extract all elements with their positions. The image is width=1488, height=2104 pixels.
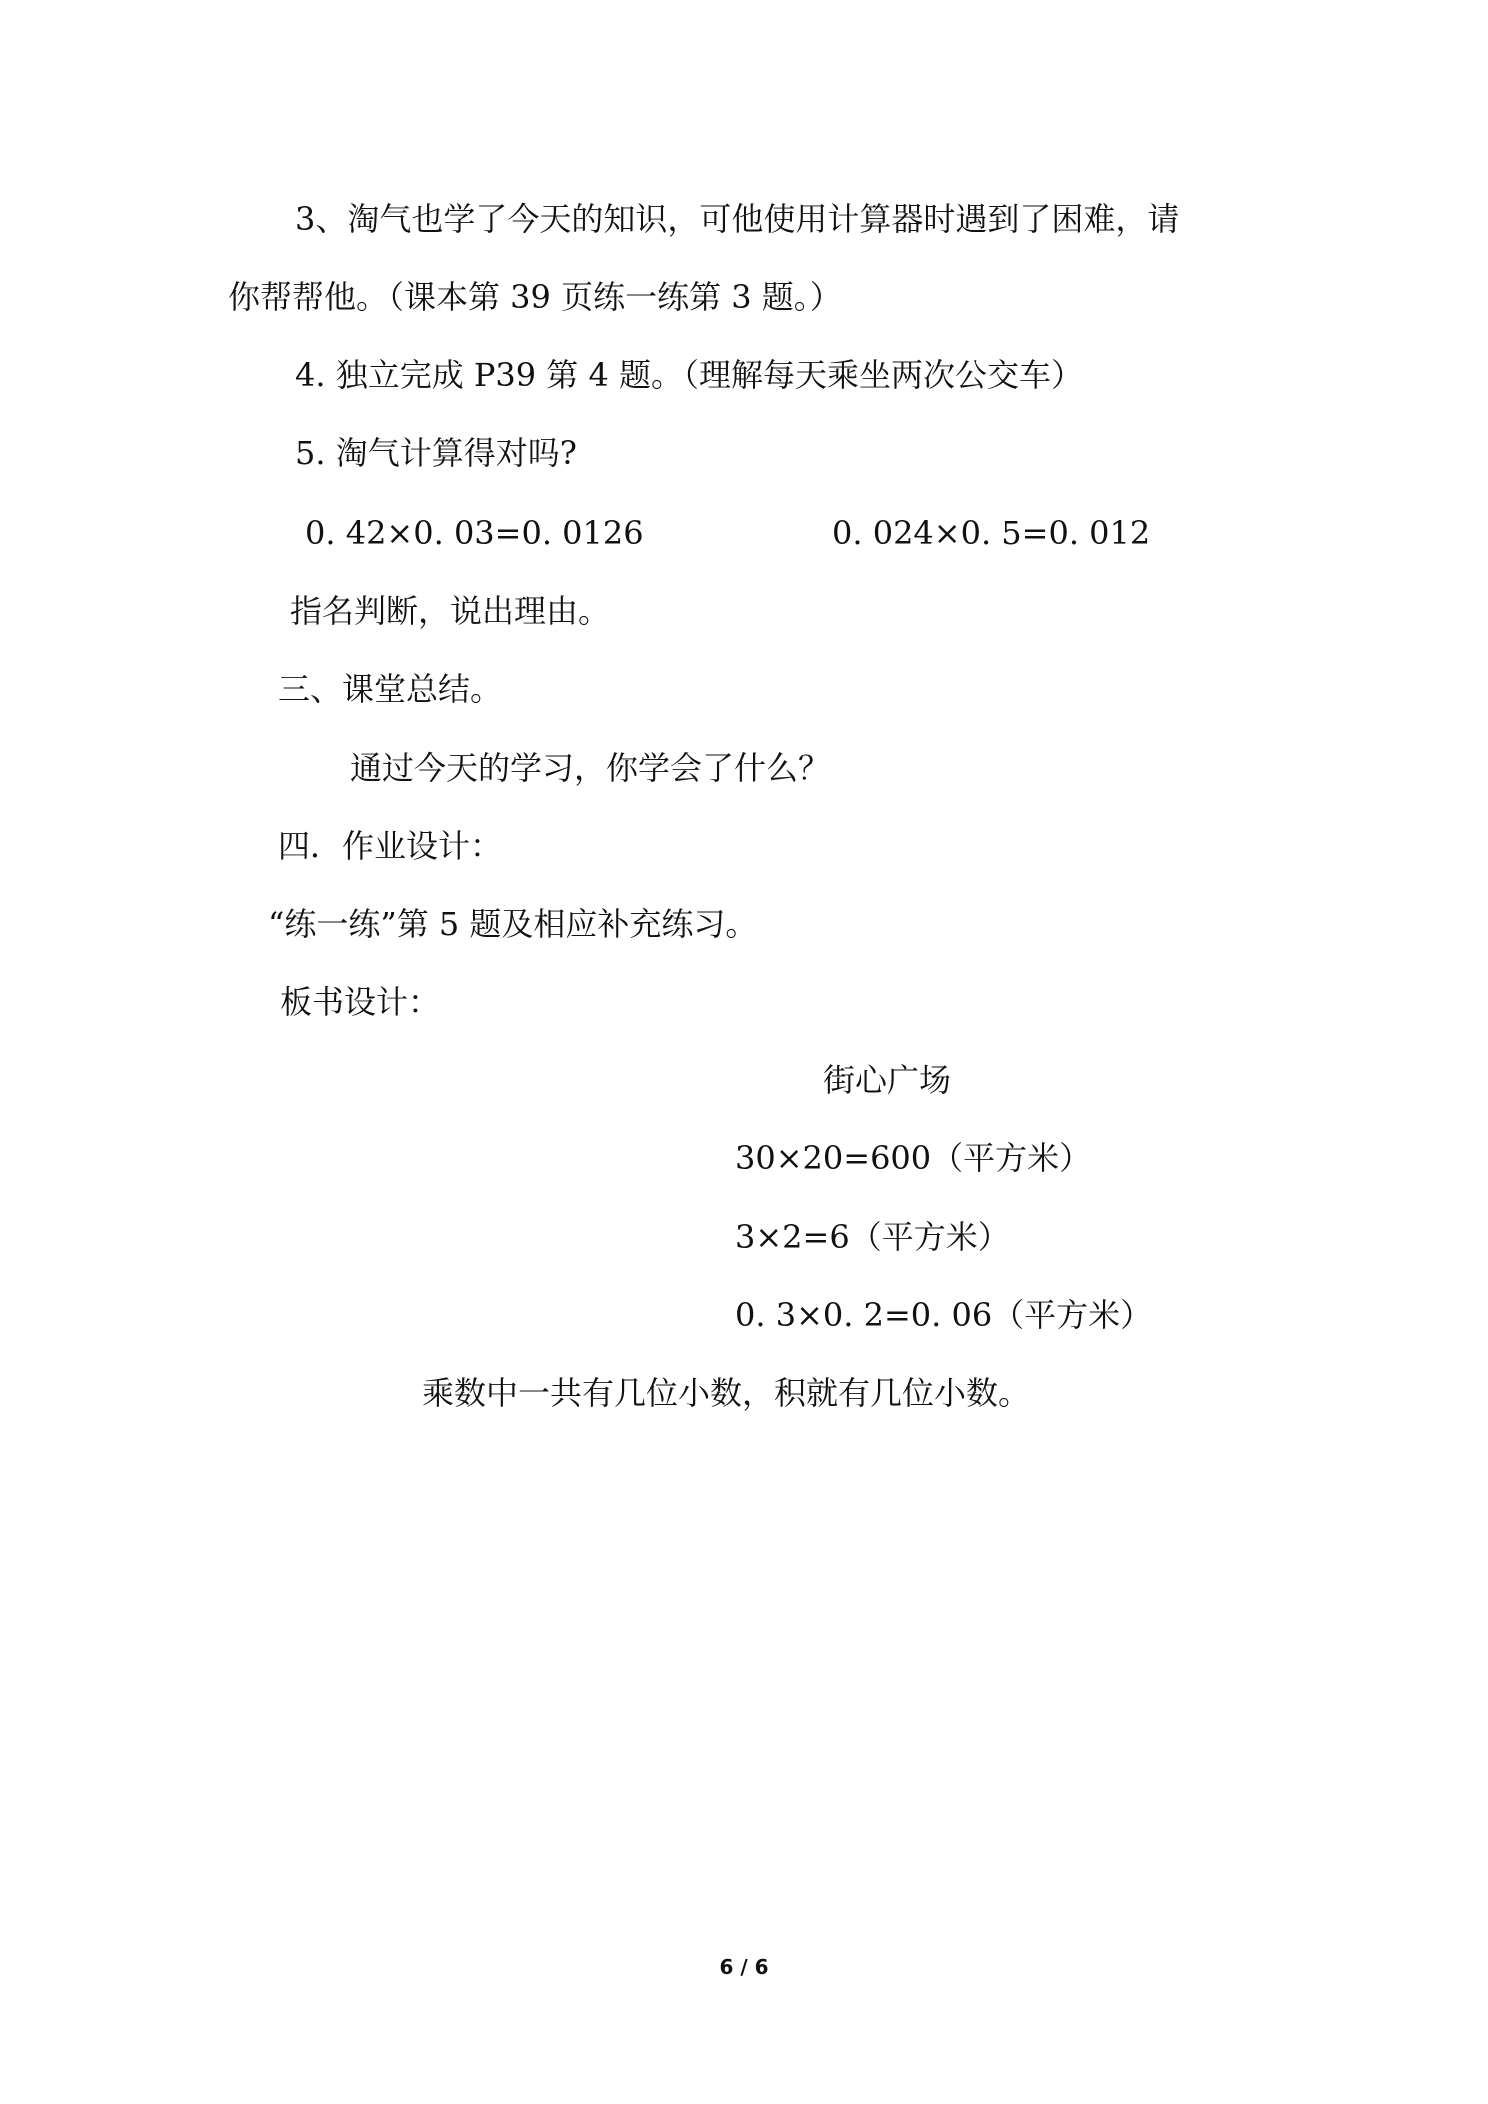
- q4-line: 4. 独立完成 P39 第 4 题。（理解每天乘坐两次公交车）: [295, 356, 1084, 394]
- board-rule: 乘数中一共有几位小数，积就有几位小数。: [422, 1374, 1031, 1412]
- calc-b: 0. 024×0. 5=0. 012: [832, 514, 1151, 552]
- board-eq2: 3×2=6（平方米）: [735, 1218, 1010, 1256]
- page-number: 6 / 6: [719, 1955, 769, 1979]
- board-eq1: 30×20=600（平方米）: [735, 1139, 1092, 1177]
- board-design-title: 板书设计：: [280, 983, 441, 1021]
- q3-line1: 3、淘气也学了今天的知识，可他使用计算器时遇到了困难，请: [295, 200, 1180, 238]
- homework-line: “练一练”第 5 题及相应补充练习。: [268, 905, 758, 943]
- q3-line2: 你帮帮他。（课本第 39 页练一练第 3 题。）: [228, 278, 842, 316]
- calc-a: 0. 42×0. 03=0. 0126: [305, 514, 644, 552]
- section3-title: 三、课堂总结。: [278, 670, 503, 708]
- board-heading: 街心广场: [823, 1061, 952, 1099]
- judge-line: 指名判断，说出理由。: [290, 592, 611, 630]
- board-eq3: 0. 3×0. 2=0. 06（平方米）: [735, 1296, 1153, 1334]
- q5-line: 5. 淘气计算得对吗?: [295, 434, 577, 472]
- section4-title: 四．作业设计：: [278, 827, 503, 865]
- section3-text: 通过今天的学习，你学会了什么？: [350, 749, 831, 787]
